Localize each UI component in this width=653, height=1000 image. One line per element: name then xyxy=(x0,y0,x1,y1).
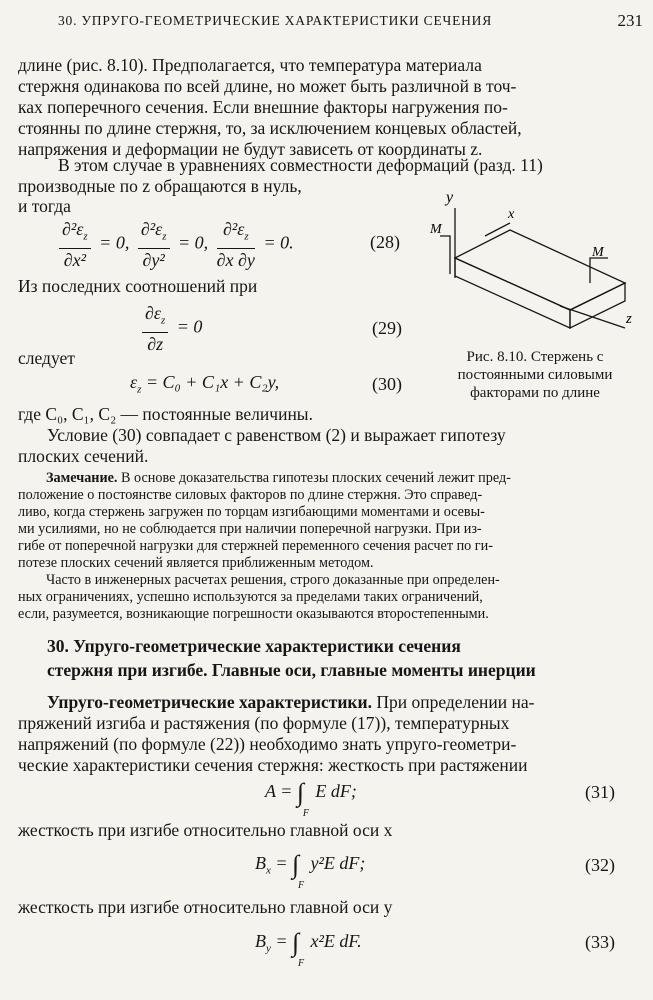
figure-caption-line-3: факторами по длине xyxy=(470,385,600,401)
note-block: Замечание. В основе доказательства гипотезы плоских сечений лежит пред- положение о постоянстве силовых факторов по длине стержня. Это справед- ливо, когда стержень загружен по торцам изгибающими моментами и осевы- ми усилиями, но не соблюдается при наличии поперечной нагрузки. При из- гибе от поперечной нагрузки для стержней переменного сечения расчет по ги- потезе плоских сечений является приближенным методом. Часто в инженерных расчетах решения, строго доказанные при определен- ных ограничениях, успешно используются за пределами таких ограничений, если, разумеется, возникающие погрешности оказываются второстепенными. xyxy=(18,470,511,622)
intro-line-5: напряжения и деформации не будут зависеть от координаты z. xyxy=(18,139,483,159)
intro-line-6: В этом случае в уравнениях совместности деформаций (разд. 11) xyxy=(58,155,543,175)
figure-caption-line-2: постоянными силовыми xyxy=(457,367,613,383)
left-moment-arrow xyxy=(440,236,450,274)
bend-y-text: жесткость при изгибе относительно главной оси y xyxy=(18,897,393,917)
bar-end-face xyxy=(570,283,625,328)
equation-32: $B_x$ = ∫ F y²E dF; xyxy=(255,850,366,891)
equation-29: $\frac{\partial\varepsilon_z}{\partial z}$ = 0 xyxy=(138,302,202,355)
figure-caption xyxy=(425,348,645,402)
section-heading-line-2: стержня при изгибе. Главные оси, главные моменты инерции xyxy=(47,660,536,680)
section-heading xyxy=(47,634,536,682)
intro-line-2: стержня одинакова по всей длине, но может быть различной в точ- xyxy=(18,76,517,96)
note-label: Замечание. xyxy=(46,470,118,486)
body2-line-3: напряжений (по формуле (22)) необходимо знать упруго-геометри- xyxy=(18,734,517,754)
intro-line-8: и тогда xyxy=(18,196,71,216)
label-x: x xyxy=(508,207,515,222)
label-m-right: M xyxy=(592,245,604,260)
equation-30-label: (30) xyxy=(372,374,402,394)
equation-33: $B_y$ = ∫ F x²E dF. xyxy=(255,928,362,969)
label-y: y xyxy=(446,189,454,206)
equation-32-label: (32) xyxy=(585,855,615,875)
body2-line-2: пряжений изгиба и растяжения (по формуле (17)), температурных xyxy=(18,713,510,733)
running-title: 30. УПРУГО-ГЕОМЕТРИЧЕСКИЕ ХАРАКТЕРИСТИКИ СЕЧЕНИЯ xyxy=(58,13,493,28)
constants-text: где C₀, C₁, C₂ — постоянные величины. xyxy=(18,404,313,424)
intro-line-7: производные по z обращаются в нуль, xyxy=(18,176,302,196)
equation-33-label: (33) xyxy=(585,932,615,952)
running-header xyxy=(58,11,643,33)
equation-28-label: (28) xyxy=(370,232,400,252)
equation-30: $\varepsilon_z = C_0 + C_1x + C_2y$, xyxy=(130,372,280,396)
bend-x-text: жесткость при изгибе относительно главной оси x xyxy=(18,820,393,840)
label-m-left: M xyxy=(430,222,442,237)
figure-caption-line-1: Рис. 8.10. Стержень с xyxy=(466,349,604,365)
figure-bar-diagram xyxy=(420,188,645,348)
page-number: 231 xyxy=(617,11,643,30)
condition-line-1: Условие (30) совпадает с равенством (2) и выражает гипотезу xyxy=(47,425,506,445)
equation-31-label: (31) xyxy=(585,782,615,802)
condition-line-2: плоских сечений. xyxy=(18,446,149,466)
intro-line-1: длине (рис. 8.10). Предполагается, что температура материала xyxy=(18,55,482,75)
intro-line-3: ках поперечного сечения. Если внешние факторы нагружения по- xyxy=(18,97,508,117)
equation-29-label: (29) xyxy=(372,318,402,338)
equation-31: A = ∫ F E dF; xyxy=(265,778,357,819)
x-axis-line xyxy=(485,223,510,236)
from-last-text: Из последних соотношений при xyxy=(18,276,258,296)
intro-line-4: стоянны по длине стержня, то, за исключением концевых областей, xyxy=(18,118,522,138)
body2-line-1: Упруго-геометрические характеристики. При определении на- xyxy=(47,692,535,712)
equation-28: $\frac{\partial^2\varepsilon_z}{\text{∂x²}}$ = 0, $\frac{\partial^2\varepsilon_z}{\text{∂y²}}$ = 0, $\frac{\partial^2\varepsilon_z}{\partial x \partial y}$ = 0. xyxy=(55,218,294,271)
label-z: z xyxy=(626,311,632,327)
body2-line-4: ческие характеристики сечения стержня: жесткость при растяжении xyxy=(18,755,528,775)
follows-text: следует xyxy=(18,348,75,368)
bar-front-face xyxy=(455,258,570,328)
section-heading-line-1: 30. Упруго-геометрические характеристики сечения xyxy=(47,636,461,656)
body2-lead: Упруго-геометрические характеристики. xyxy=(47,692,372,712)
